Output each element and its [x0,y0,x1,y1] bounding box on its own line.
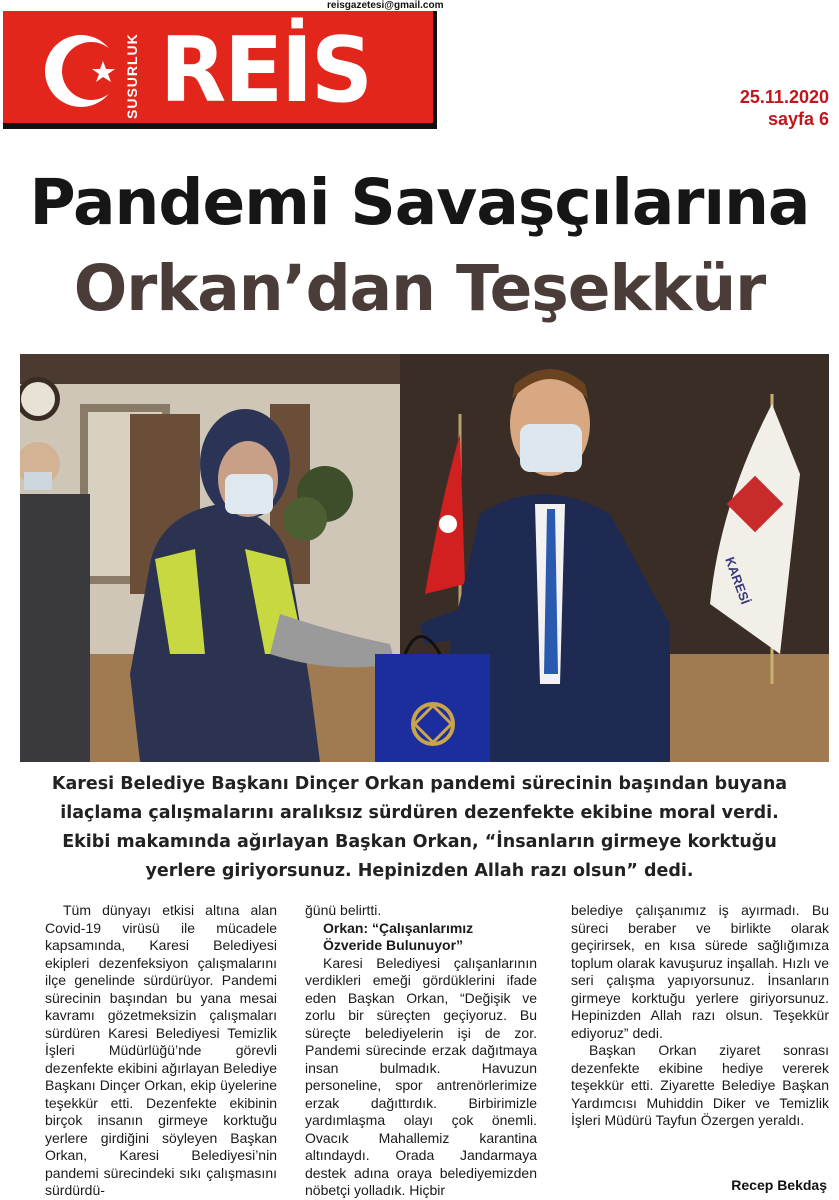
body-paragraph: Başkan Orkan ziyaret sonrası dezenfekte ekibine hediye vererek teşekkür etti. Ziyarette Belediye Başkan Yardımcısı Muhiddin Diker ve Temizlik İşleri Müdürü Tayfun Özergen yeraldı. [571,1042,829,1128]
article-photo [20,354,829,762]
flag-text: KARESİ [722,554,754,607]
issue-info [740,86,829,130]
crescent-star-icon [41,31,121,111]
article-lead [12,770,827,886]
headline-line-1: Pandemi Savaşçılarına [29,166,810,239]
body-paragraph-continuation: ğünü belirtti. [305,902,382,918]
issue-date: 25.11.2020 [739,87,829,107]
subheading-line-2: Özveride Bulunuyor” [323,937,464,953]
issue-page: sayfa 6 [767,109,829,129]
body-column-2 [305,902,537,1200]
masthead-title: REİS [160,17,371,123]
lead-line-2: ilaçlama çalışmalarını aralıksız sürdüren dezenfekte ekibine moral verdi. [60,803,779,823]
masthead-email: reisgazetesi@gmail.com [327,0,444,11]
lead-line-4: yerlere giriyorsunuz. Hepinizden Allah razı olsun” dedi. [145,861,694,881]
subheading-line-1: Orkan: “Çalışanlarımız [323,919,474,936]
lead-line-3: Ekibi makamında ağırlayan Başkan Orkan, “İnsanların girmeye korktuğu [62,832,777,852]
subheading [305,920,537,955]
body-paragraph: Tüm dünyayı etkisi altına alan Covid-19 virüsü ile mücadele kapsamında, Karesi Belediyesi ekipleri dezenfeksiyon çalışmalarını ilçe genelinde sürdürüyor. Pandemi sürecinin başından bu yana mesai kavramı gözetmeksizin çalışmaları sürdüren Karesi Belediyesi Temizlik İşleri Müdürlüğü’nde görevli dezenfekte ekibini ağırlayan Belediye Başkanı Dinçer Orkan, ekip üyelerine teşekkür etti. Dezenfekte ekibinin birçok insanın girmeye korktuğu yerlere girdiğini söyleyen Başkan Orkan, Karesi Belediyesi’nin pandemi sürecindeki sıkı çalışmasını sürdürdü- [45,902,277,1198]
headline-line-2: Orkan’dan Teşekkür [73,252,766,325]
masthead-side-text: SUSURLUK [124,33,140,119]
body-column-1 [45,902,277,1200]
masthead-red-panel [3,11,433,123]
body-column-3 [571,902,829,1130]
lead-line-1: Karesi Belediye Başkanı Dinçer Orkan pandemi sürecinin başından buyana [51,774,788,794]
body-paragraph: Karesi Belediyesi çalışanlarının verdikleri emeği gördüklerini ifade eden Başkan Orkan, “Değişik ve zorlu bir süreçten geçiyoruz. Bu süreçte belediyelerin işi de zor. Pandemi sürecinde erzak dağıtmaya insan bulmadık. Havuzun personeline, spor antrenörlerimize erzak dağıttırdık. Birbirimizle yardımlaşma olayı çok önemli. Ovacık Mahallemiz karantina altındaydı. Orada Jandarmaya destek adına oraya belediyemizden nöbetçi yolladık. Hiçbir [305,954,537,1198]
masthead-logo [3,11,437,129]
article-byline: Recep Bekdaş [731,1177,827,1193]
body-paragraph-continuation: belediye çalışanımız iş ayırmadı. Bu süreci beraber ve birlikte olarak geçirirsek, en kısa sürede sağlığımıza toplum olarak kavuşuruz inşallah. Hızlı ve seri çalışma yapıyorsunuz. İnsanların girmeye korktuğu yerlere giriyorsunuz. Hepinizden Allah razı olsun. Teşekkür ediyoruz” dedi. [571,902,829,1041]
